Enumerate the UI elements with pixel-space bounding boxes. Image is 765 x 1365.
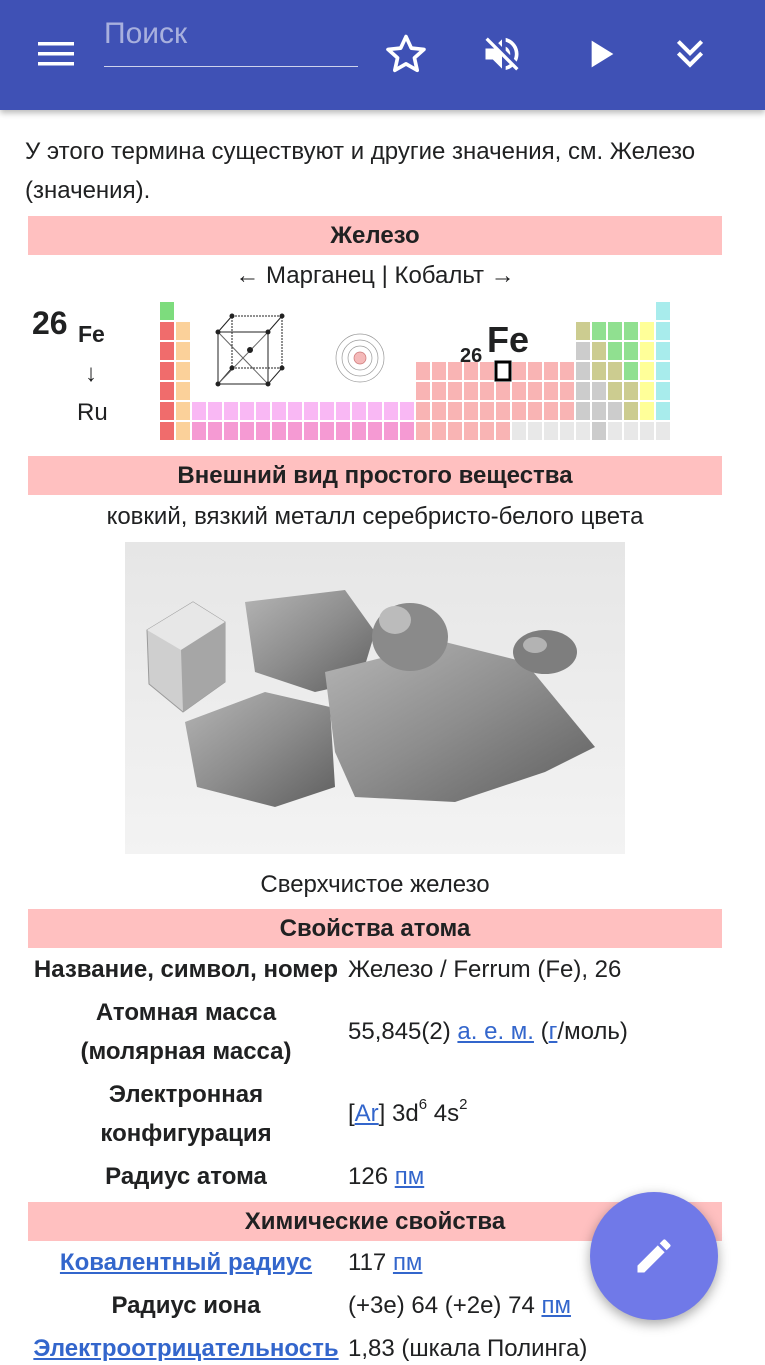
per-mol-text: /моль) (557, 1018, 628, 1045)
periodic-cell (416, 362, 430, 380)
periodic-cell (432, 422, 446, 440)
periodic-cell (560, 382, 574, 400)
property-row-electronegativity (28, 1335, 722, 1365)
play-button[interactable] (576, 30, 624, 78)
pencil-icon (632, 1234, 676, 1278)
periodic-cell (624, 422, 638, 440)
paren-open: ( (540, 1018, 549, 1045)
periodic-cell (608, 362, 622, 380)
element-navigation[interactable]: ← Марганец | Кобальт → (235, 262, 515, 289)
periodic-cell (576, 322, 590, 340)
property-row-electron-config (28, 1081, 722, 1161)
chemical-properties-heading: Химические свойства (28, 1202, 722, 1241)
periodic-cell (352, 402, 366, 420)
periodic-cell (240, 402, 254, 420)
periodic-cell (656, 422, 670, 440)
periodic-cell (544, 382, 558, 400)
periodic-cell (384, 422, 398, 440)
periodic-cell (624, 362, 638, 380)
periodic-cell (496, 402, 510, 420)
pm-link[interactable]: пм (541, 1292, 571, 1319)
periodic-cell (448, 382, 462, 400)
config-3d: ] 3d (378, 1100, 419, 1127)
periodic-cell (640, 342, 654, 360)
periodic-cell (592, 422, 606, 440)
periodic-cell (256, 402, 270, 420)
periodic-cell (592, 362, 606, 380)
periodic-cell (608, 342, 622, 360)
periodic-cell (224, 422, 238, 440)
periodic-cell (656, 402, 670, 420)
periodic-cell (448, 402, 462, 420)
expand-all-button[interactable] (666, 30, 714, 78)
iron-photo[interactable] (125, 542, 625, 854)
periodic-cell (176, 422, 190, 440)
highlighted-element-cell (496, 362, 510, 380)
bracket-open: [ (348, 1100, 355, 1127)
periodic-cell (160, 362, 174, 380)
periodic-cell (480, 422, 494, 440)
element-below[interactable]: Ru (77, 399, 108, 426)
periodic-cell (512, 422, 526, 440)
property-label: Название, символ, номер (33, 956, 339, 983)
periodic-table-symbol: Fe (487, 319, 530, 360)
ion-value: (+3e) 64 (+2e) 74 (348, 1292, 535, 1319)
periodic-cell (336, 402, 350, 420)
config-sup-s: 2 (459, 1096, 468, 1113)
periodic-cell (464, 382, 478, 400)
periodic-cell (560, 422, 574, 440)
covalent-radius-link[interactable]: Ковалентный радиус (59, 1249, 313, 1276)
periodic-cell (576, 422, 590, 440)
periodic-cell (240, 422, 254, 440)
periodic-cell (160, 382, 174, 400)
periodic-cell (656, 362, 670, 380)
periodic-table-number: 26 (460, 345, 483, 367)
periodic-cell (288, 402, 302, 420)
periodic-cell (480, 382, 494, 400)
property-value (348, 1292, 571, 1320)
property-label: Атомная масса (95, 999, 277, 1026)
covalent-value: 117 (348, 1249, 387, 1276)
periodic-cell (560, 362, 574, 380)
periodic-cell (496, 382, 510, 400)
periodic-cell (576, 382, 590, 400)
element-symbol: Fe (78, 321, 105, 347)
periodic-cell (368, 422, 382, 440)
periodic-cell (544, 402, 558, 420)
property-value (348, 1249, 422, 1277)
periodic-cell (656, 382, 670, 400)
menu-icon (36, 38, 76, 70)
periodic-cell (192, 402, 206, 420)
property-row-atomic-radius (28, 1163, 722, 1193)
periodic-cell (528, 422, 542, 440)
argon-link[interactable]: Ar (354, 1100, 379, 1127)
periodic-cell (160, 422, 174, 440)
periodic-cell (480, 402, 494, 420)
periodic-cell (592, 342, 606, 360)
search-field[interactable] (104, 12, 358, 67)
volume-off-icon (480, 32, 524, 76)
periodic-cell (512, 362, 526, 380)
periodic-cell (320, 422, 334, 440)
periodic-cell (160, 342, 174, 360)
periodic-cell (432, 382, 446, 400)
periodic-cell (608, 382, 622, 400)
property-label (28, 1249, 344, 1277)
periodic-cell (160, 302, 174, 320)
star-outline-icon (384, 32, 428, 76)
periodic-cell (272, 402, 286, 420)
electronegativity-link[interactable]: Электроотрицательность (33, 1335, 339, 1362)
periodic-cell (624, 402, 638, 420)
periodic-cell (416, 422, 430, 440)
hatnote: У этого термина существуют и другие значения, см. Железо (значения). (25, 138, 696, 204)
periodic-cell (640, 362, 654, 380)
radius-value: 126 (348, 1163, 389, 1190)
appearance-heading: Внешний вид простого вещества (28, 456, 722, 495)
app-bar (0, 0, 765, 110)
periodic-cell (624, 342, 638, 360)
infobox-title: Железо (28, 216, 722, 255)
property-value (348, 1018, 628, 1046)
periodic-cell (304, 402, 318, 420)
periodic-cell (368, 402, 382, 420)
periodic-cell (656, 322, 670, 340)
periodic-cell (160, 402, 174, 420)
periodic-cell (384, 402, 398, 420)
periodic-cell (656, 342, 670, 360)
periodic-cell (432, 362, 446, 380)
periodic-cell (640, 402, 654, 420)
periodic-cell (176, 382, 190, 400)
property-value (348, 1096, 468, 1128)
periodic-cell (352, 422, 366, 440)
periodic-cell (512, 402, 526, 420)
crystal-lattice-diagram (216, 314, 284, 386)
periodic-cell (592, 382, 606, 400)
periodic-cell (656, 302, 670, 320)
property-value: 1,83 (шкала Полинга) (348, 1335, 588, 1362)
periodic-cell (176, 322, 190, 340)
atomic-number: 26 (32, 305, 68, 341)
property-row-name (28, 956, 722, 986)
periodic-cell (640, 382, 654, 400)
search-input[interactable] (104, 12, 358, 56)
periodic-cell (608, 402, 622, 420)
periodic-cell (624, 322, 638, 340)
periodic-cell (544, 422, 558, 440)
periodic-cell (416, 402, 430, 420)
play-icon (580, 34, 620, 74)
periodic-cell (400, 422, 414, 440)
property-label: Радиус атома (105, 1163, 267, 1190)
periodic-cell (528, 402, 542, 420)
periodic-cell (464, 402, 478, 420)
property-label (28, 1335, 344, 1363)
atom-properties-heading: Свойства атома (28, 909, 722, 948)
property-row-atomic-mass (28, 999, 722, 1079)
periodic-cell (512, 382, 526, 400)
amu-link[interactable]: а. е. м. (457, 1018, 534, 1045)
periodic-cell (624, 382, 638, 400)
mute-button[interactable] (478, 30, 526, 78)
double-chevron-down-icon (670, 34, 710, 74)
periodic-cell (192, 422, 206, 440)
periodic-cell (496, 422, 510, 440)
periodic-cell (320, 402, 334, 420)
atomic-mass-value: 55,845(2) (348, 1018, 451, 1045)
favorite-button[interactable] (382, 30, 430, 78)
periodic-cell (592, 322, 606, 340)
edit-fab-button[interactable] (590, 1192, 718, 1320)
photo-caption: Сверхчистое железо (260, 871, 490, 898)
periodic-cell (608, 422, 622, 440)
periodic-cell (208, 402, 222, 420)
config-4s: 4s (427, 1100, 460, 1127)
periodic-cell (400, 402, 414, 420)
electron-shell-diagram (336, 334, 384, 382)
periodic-cell (208, 422, 222, 440)
periodic-cell (576, 342, 590, 360)
periodic-cell (432, 402, 446, 420)
property-label: конфигурация (100, 1120, 272, 1147)
periodic-cell (544, 362, 558, 380)
periodic-cell (304, 422, 318, 440)
property-label: (молярная масса) (80, 1038, 292, 1065)
periodic-cell (464, 422, 478, 440)
periodic-cell (640, 322, 654, 340)
periodic-cell (576, 362, 590, 380)
periodic-cell (592, 402, 606, 420)
menu-button[interactable] (32, 30, 80, 78)
periodic-cell (528, 362, 542, 380)
periodic-cell (448, 422, 462, 440)
periodic-table-graphic[interactable] (160, 302, 672, 442)
periodic-cell (176, 362, 190, 380)
periodic-cell (416, 382, 430, 400)
property-label: Радиус иона (111, 1292, 261, 1319)
periodic-cell (176, 342, 190, 360)
periodic-cell (176, 402, 190, 420)
config-sup-d: 6 (418, 1096, 428, 1113)
gram-link[interactable]: г (548, 1018, 558, 1045)
periodic-cell (256, 422, 270, 440)
property-value (348, 1163, 424, 1191)
property-value: Железо / Ferrum (Fe), 26 (348, 956, 622, 983)
appearance-text: ковкий, вязкий металл серебристо-белого цвета (106, 503, 644, 530)
periodic-cell (576, 402, 590, 420)
periodic-cell (288, 422, 302, 440)
down-arrow: ↓ (85, 360, 97, 387)
periodic-cell (528, 382, 542, 400)
pm-link[interactable]: пм (394, 1163, 425, 1190)
periodic-cell (560, 402, 574, 420)
property-label: Электронная (108, 1081, 264, 1108)
periodic-cell (608, 322, 622, 340)
periodic-cell (160, 322, 174, 340)
periodic-cell (336, 422, 350, 440)
pm-link[interactable]: пм (392, 1249, 423, 1276)
periodic-cell (640, 422, 654, 440)
periodic-cell (224, 402, 238, 420)
periodic-cell (272, 422, 286, 440)
